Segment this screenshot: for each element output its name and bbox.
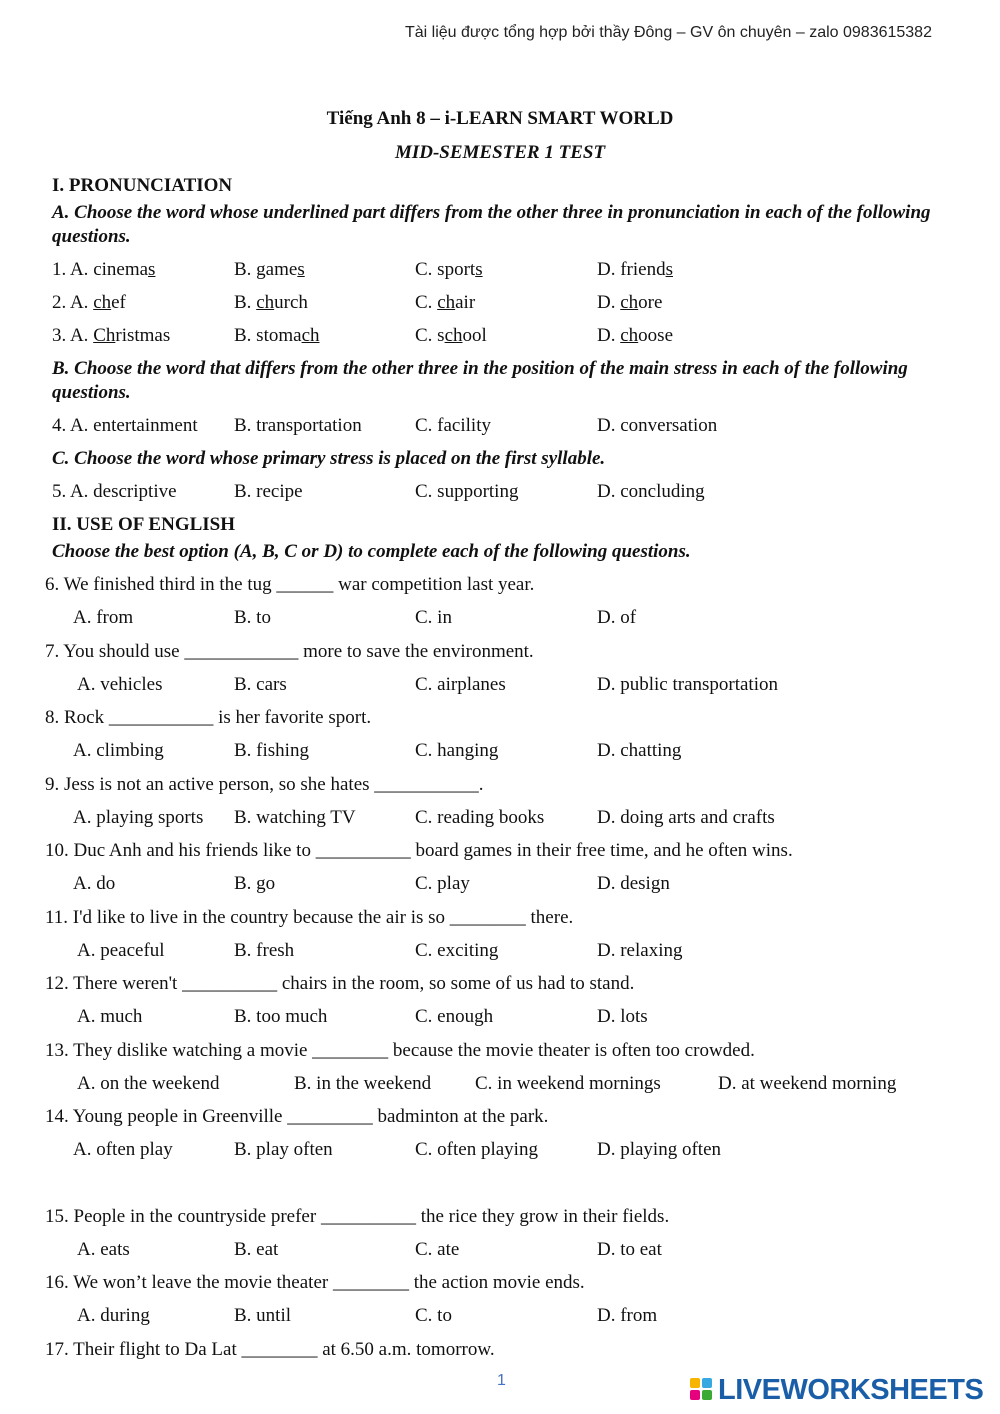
section-heading-pronunciation: I. PRONUNCIATION (52, 175, 233, 196)
q5-option-c: C. supporting (415, 481, 519, 502)
q16-option-c: C. to (415, 1305, 452, 1326)
q9-option-d: D. doing arts and crafts (597, 807, 775, 828)
q11-option-c: C. exciting (415, 940, 499, 961)
q8-stem: 8. Rock ___________ is her favorite sport. (45, 707, 372, 728)
q10-option-d: D. design (597, 873, 670, 894)
q3-option-b: B. stomach (234, 325, 320, 346)
q10-option-a: A. do (73, 873, 116, 894)
q2-option-a: 2. A. chef (52, 292, 126, 313)
q8-option-d: D. chatting (597, 740, 682, 761)
q5-option-b: B. recipe (234, 481, 303, 502)
liveworksheets-icon (690, 1378, 714, 1402)
q12-option-c: C. enough (415, 1006, 494, 1027)
q3-option-d: D. choose (597, 325, 673, 346)
test-title: MID-SEMESTER 1 TEST (394, 142, 606, 163)
q6-option-c: C. in (415, 607, 452, 628)
q6-option-b: B. to (234, 607, 271, 628)
q9-option-c: C. reading books (415, 807, 545, 828)
q16-option-b: B. until (234, 1305, 292, 1326)
q14-stem: 14. Young people in Greenville _________ badminton at the park. (45, 1106, 549, 1127)
q16-option-d: D. from (597, 1305, 658, 1326)
q3-option-c: C. school (415, 325, 487, 346)
q8-option-b: B. fishing (234, 740, 309, 761)
q7-option-b: B. cars (234, 674, 287, 695)
q8-option-c: C. hanging (415, 740, 499, 761)
q10-option-c: C. play (415, 873, 470, 894)
q12-stem: 12. There weren't __________ chairs in the room, so some of us had to stand. (45, 973, 635, 994)
q14-option-d: D. playing often (597, 1139, 722, 1160)
q11-option-b: B. fresh (234, 940, 295, 961)
q3-option-a: 3. A. Christmas (52, 325, 171, 346)
q12-option-a: A. much (77, 1006, 143, 1027)
q6-stem: 6. We finished third in the tug ______ war competition last year. (45, 574, 535, 595)
q7-option-a: A. vehicles (77, 674, 163, 695)
instruction-use-of-english: Choose the best option (A, B, C or D) to complete each of the following questions. (52, 541, 691, 562)
q1-option-d: D. friends (597, 259, 673, 280)
q1-option-c: C. sports (415, 259, 483, 280)
page-number: 1 (497, 1372, 506, 1389)
header-note: Tài liệu được tổng hợp bởi thầy Đông – GV ôn chuyên – zalo 0983615382 (405, 24, 932, 41)
q9-stem: 9. Jess is not an active person, so she hates ___________. (45, 774, 484, 795)
section-heading-use-of-english: II. USE OF ENGLISH (52, 514, 236, 535)
q6-option-d: D. of (597, 607, 637, 628)
liveworksheets-wordmark: LIVEWORKSHEETS (718, 1373, 984, 1406)
instruction-b: B. Choose the word that differs from the other three in the position of the main stress in each of the following questions. (52, 358, 908, 403)
q2-option-d: D. chore (597, 292, 663, 313)
q5-option-d: D. concluding (597, 481, 705, 502)
q4-option-c: C. facility (415, 415, 491, 436)
q14-option-a: A. often play (73, 1139, 173, 1160)
instruction-c: C. Choose the word whose primary stress is placed on the first syllable. (52, 448, 606, 469)
q4-option-d: D. conversation (597, 415, 718, 436)
q7-stem: 7. You should use ____________ more to save the environment. (45, 641, 534, 662)
q1-option-b: B. games (234, 259, 305, 280)
q11-stem: 11. I'd like to live in the country because the air is so ________ there. (45, 907, 574, 928)
q13-option-d: D. at weekend morning (718, 1073, 897, 1094)
q8-option-a: A. climbing (73, 740, 164, 761)
q5-option-a: 5. A. descriptive (52, 481, 177, 502)
q15-option-c: C. ate (415, 1239, 460, 1260)
document-title: Tiếng Anh 8 – i-LEARN SMART WORLD (326, 108, 674, 129)
q17-stem: 17. Their flight to Da Lat ________ at 6.50 a.m. tomorrow. (45, 1339, 495, 1360)
q15-option-a: A. eats (77, 1239, 130, 1260)
q14-option-c: C. often playing (415, 1139, 538, 1160)
q12-option-d: D. lots (597, 1006, 648, 1027)
liveworksheets-logo (690, 1374, 983, 1406)
q10-stem: 10. Duc Anh and his friends like to __________ board games in their free time, and he often wins. (45, 840, 793, 861)
q12-option-b: B. too much (234, 1006, 328, 1027)
q7-option-c: C. airplanes (415, 674, 506, 695)
instruction-a: A. Choose the word whose underlined part differs from the other three in pronunciation in each of the following questions. (52, 202, 931, 247)
q9-option-a: A. playing sports (73, 807, 204, 828)
q13-stem: 13. They dislike watching a movie ________ because the movie theater is often too crowded. (45, 1040, 755, 1061)
q6-option-a: A. from (73, 607, 134, 628)
q16-option-a: A. during (77, 1305, 150, 1326)
q11-option-d: D. relaxing (597, 940, 683, 961)
q2-option-c: C. chair (415, 292, 476, 313)
q13-option-b: B. in the weekend (294, 1073, 432, 1094)
q15-stem: 15. People in the countryside prefer __________ the rice they grow in their fields. (45, 1206, 670, 1227)
q1-option-a: 1. A. cinemas (52, 259, 156, 280)
q13-option-c: C. in weekend mornings (475, 1073, 661, 1094)
q4-option-a: 4. A. entertainment (52, 415, 198, 436)
q13-option-a: A. on the weekend (77, 1073, 220, 1094)
q4-option-b: B. transportation (234, 415, 362, 436)
q7-option-d: D. public transportation (597, 674, 778, 695)
q14-option-b: B. play often (234, 1139, 333, 1160)
q15-option-d: D. to eat (597, 1239, 662, 1260)
q11-option-a: A. peaceful (77, 940, 165, 961)
q9-option-b: B. watching TV (234, 807, 356, 828)
q2-option-b: B. church (234, 292, 308, 313)
q15-option-b: B. eat (234, 1239, 279, 1260)
q10-option-b: B. go (234, 873, 276, 894)
q16-stem: 16. We won’t leave the movie theater ________ the action movie ends. (45, 1272, 585, 1293)
